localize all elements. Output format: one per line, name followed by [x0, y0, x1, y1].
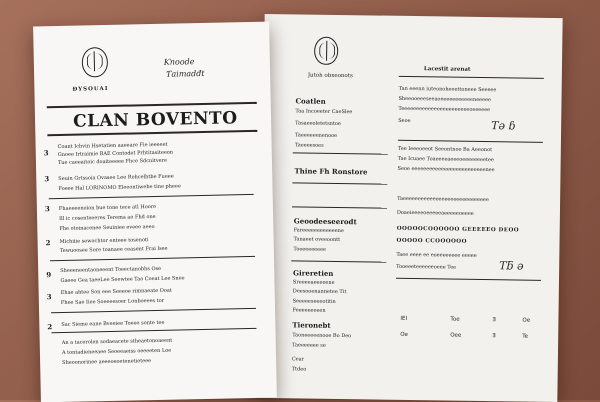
list-item: Taeeeesoes: [294, 142, 324, 149]
list-item: Feeeeeeeeen: [292, 307, 326, 314]
emblem-icon: [82, 47, 109, 78]
section-rule: [49, 194, 254, 199]
body-line: Ehae ahtee Son eee Seeeoe rimnaeate Ooat: [60, 287, 172, 296]
body-line: Fhaeeeenoion bue tone tece atl Hoore: [58, 203, 157, 213]
section-rule: [398, 140, 543, 143]
line-number: 9: [46, 270, 52, 280]
signature-mark: Tƃ ǝ: [499, 259, 524, 273]
emblem-label: ĐYSOUAI: [72, 85, 109, 93]
footer-item: Oee: [450, 332, 462, 339]
body-line: Foeee Hal LORINOMO Eleeontiwebe tine pheee: [58, 183, 181, 193]
footer-item: Oe: [400, 331, 408, 338]
body-line: Gnoee Irtraimie BAE Contodet Prhtitasiteeon: [57, 149, 174, 159]
signature-line-1: Ƙnoode: [163, 57, 195, 67]
line-number: 3: [44, 204, 50, 214]
body-line: An a tacerolen sodaeacete stheaetonoaeent: [61, 337, 173, 346]
title-rule-top: [47, 102, 257, 108]
right-heading-rule: [399, 76, 544, 79]
section-title: Thine Fh Ronstore: [294, 166, 368, 177]
footer-item: Toe: [450, 316, 460, 323]
body-line: Tee Ieeeoeeot Seeontnoo Ba Aeeonot: [397, 145, 493, 154]
signature-mark: Tǝ ɓ: [491, 119, 516, 133]
body-line: Fhee Sae Iiee Soeeeesoer Lonboeees tor: [60, 297, 165, 306]
right-document-sheet: [259, 14, 562, 402]
body-line: Doaeieeeeoeeeeeaeeeeeoeeee: [396, 209, 474, 217]
section-rule: [291, 260, 386, 262]
list-item: Sreeeeaeeeeene: [292, 279, 335, 286]
body-line: Seoe eeeeeeeeeeeeeeeeeeeeeeeeenee: [397, 165, 495, 174]
emblem-icon: [314, 37, 338, 65]
body-line: Fhe otoinacenee Seuiniee eveee aeeo: [59, 224, 155, 233]
list-item: Cear: [291, 356, 305, 363]
body-line: Sheeeneentaoneeent Toeectanobhs Ose: [60, 265, 162, 274]
body-line: Michiiie sewochtor enteee tosenoti: [59, 237, 149, 246]
right-column-heading: Lacestit arenat: [423, 66, 471, 73]
list-item: Ttdeo: [291, 366, 307, 373]
section-rule: [396, 278, 541, 281]
body-line: Tan eeenn iuteonoheeettoneee Seeeee: [398, 85, 497, 94]
body-line: Tae Icuaee Toaeeeeaeeeoeeeeeeeetee: [397, 155, 494, 164]
left-document-sheet: [33, 22, 277, 402]
signature-line-2: Ƭaimadđt: [166, 68, 205, 79]
footer-item: Te: [522, 333, 529, 340]
line-number: 2: [45, 238, 51, 248]
section-title: Geoodeeseerodt: [293, 216, 357, 227]
section-rule: [50, 256, 255, 261]
page-title: CLAN BOVENTO: [72, 108, 238, 132]
footer-item: Oe: [522, 317, 531, 324]
body-line: OOOOOCOOOOOO GEEEEEO DEOO: [396, 225, 520, 234]
section-rule: [51, 328, 256, 333]
list-item: Fareeeeeeeeeeeene: [293, 227, 344, 235]
list-item: Tanaeet oveeoontt: [293, 236, 341, 244]
list-item: Seeeeeseeeotitin: [292, 298, 336, 305]
body-line: Seoe: [398, 117, 411, 124]
section-title: Coatlen: [295, 96, 326, 106]
line-number: 3: [43, 148, 49, 158]
body-line: Teeeeeeeeeeeeeeeeeeeeeeeoeeeeee: [398, 105, 491, 114]
body-line: Coant Ichvin Hsetatien aaeeare Fie ieeeeet: [57, 141, 168, 151]
list-item: Taa Incoeeter CaeSlee: [295, 108, 353, 116]
section-title: Tieronebt: [292, 320, 331, 330]
body-line: Tooeeeteeeeeeoeee Tee: [396, 263, 457, 271]
body-line: OOOOO CCOOOOOO: [396, 237, 467, 245]
footer-item: Ǝ: [492, 333, 496, 340]
list-item: Tasaeeoletetsntoe: [295, 120, 341, 128]
line-number: 2: [47, 322, 53, 332]
footer-item: IEI: [400, 315, 408, 322]
section-rule: [293, 152, 388, 154]
list-item: Taeeeeeee se: [292, 342, 326, 349]
section-rule: [292, 182, 387, 184]
list-item: Deesooenannetee Tit: [292, 288, 347, 296]
body-line: Tewuoosee Sore toanaee ceasent Frai lsee: [59, 245, 168, 255]
line-number: 3: [46, 292, 52, 302]
list-item: Taoneeeeenooe Bo Deo: [292, 332, 352, 340]
body-line: Taeeeeeeeeeeeeeeeeeeeeeeeeeeeee: [397, 195, 489, 204]
body-line: Seuin Grtssoia Ovasee Lee Rohcelhtbe Fueee: [58, 173, 174, 183]
body-line: Ill ic cosenteeeres Terema ao Fhd one: [59, 213, 156, 223]
list-item: Toeeeeeeeee: [293, 246, 327, 253]
left-column-heading: Jutoh obxeonots: [307, 72, 353, 80]
body-line: Sheoonorinee aeeeoeoetenetieteee: [62, 358, 152, 366]
body-line: Sac Sieme eane Bveeiee Toeeo sonte tee: [61, 319, 165, 328]
section-rule: [292, 206, 387, 208]
body-line: Tue caeeaitoic doaiteeeee Fhce Sdcnitvere: [57, 157, 168, 167]
body-line: Taee eeee ee eoeeeeeeee eeeee: [396, 251, 477, 259]
body-line: A tontadieneeaee Seoeeaeiss oeeeeten Loe: [61, 347, 172, 356]
section-rule: [51, 308, 256, 313]
body-line: Sheeooeeeseeaoeeeeeeeeeeeneeeee: [398, 95, 492, 104]
footer-item: Ǝ: [492, 317, 496, 324]
list-item: Taeeeeeenenooe: [294, 132, 338, 139]
section-title: Gireretien: [293, 268, 334, 278]
line-number: 3: [44, 174, 50, 184]
body-line: Gaeee Gea taeeLee Seewtee Tao Coeat Lee Snee: [60, 275, 185, 284]
